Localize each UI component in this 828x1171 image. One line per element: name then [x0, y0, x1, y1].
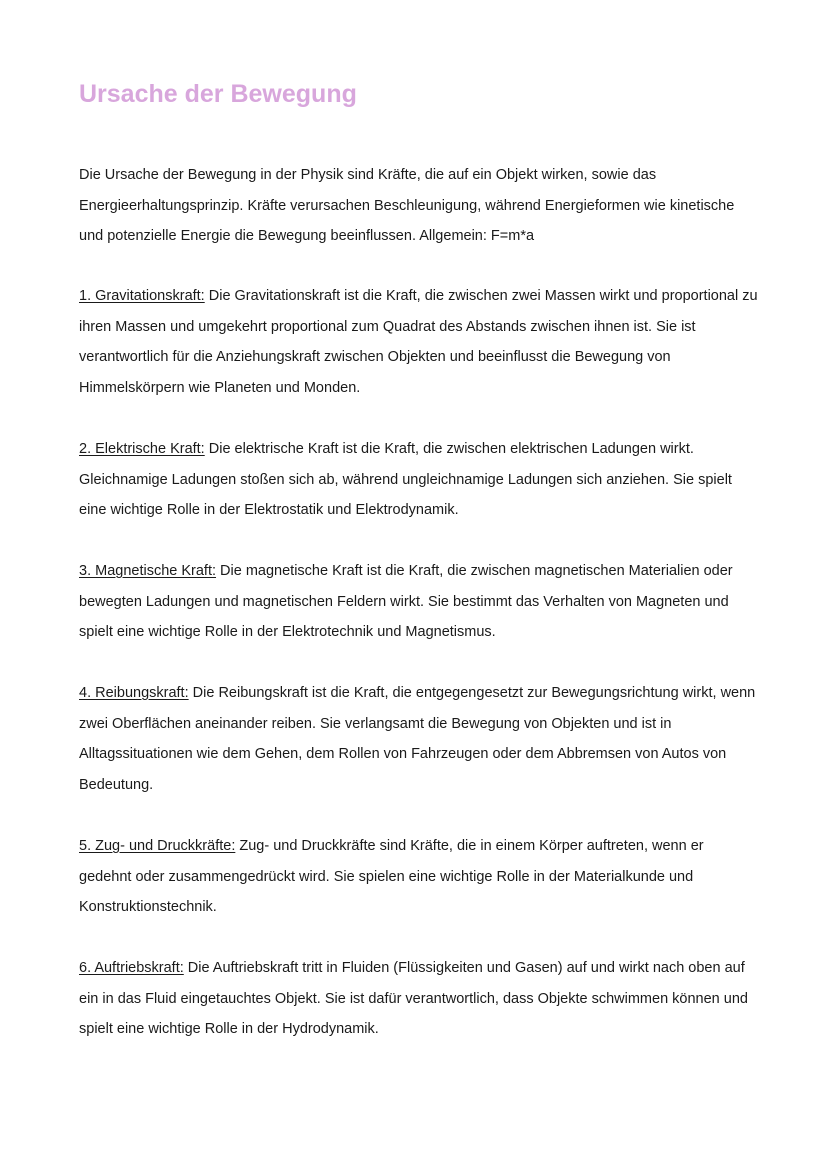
section-text: Zug- und Druckkräfte sind Kräfte, die in einem Körper auftreten, wenn er gedehnt oder zusammengedrückt wird. Sie spielen eine wichtige Rolle in der Materialkunde und Konstruktionstechnik.: [79, 838, 704, 916]
section-text: Die magnetische Kraft ist die Kraft, die zwischen magnetischen Materialien oder bewegten Ladungen und magnetischen Feldern wirkt. Sie bestimmt das Verhalten von Magneten und spielt eine wichtige Rolle in der Elektrotechnik und Magnetismus.: [79, 563, 733, 641]
page-title: Ursache der Bewegung: [79, 80, 357, 108]
section-text: Die Auftriebskraft tritt in Fluiden (Flüssigkeiten und Gasen) auf und wirkt nach oben auf ein in das Fluid eingetauchtes Objekt. Sie ist dafür verantwortlich, dass Objekte schwimmen können und spielt eine wichtige Rolle in der Hydrodynamik.: [79, 960, 748, 1038]
section-label: 1. Gravitationskraft:: [79, 288, 205, 304]
section-text: Die elektrische Kraft ist die Kraft, die zwischen elektrischen Ladungen wirkt. Gleichnamige Ladungen stoßen sich ab, während ungleichnamige Ladungen sich anziehen. Sie spielt eine wichtige Rolle in der Elektrostatik und Elektrodynamik.: [79, 441, 732, 519]
section-elektrische-kraft: [79, 434, 759, 526]
section-label: 2. Elektrische Kraft:: [79, 441, 205, 457]
section-gravitationskraft: [79, 281, 759, 403]
section-label: 5. Zug- und Druckkräfte:: [79, 838, 236, 854]
section-text: Die Gravitationskraft ist die Kraft, die zwischen zwei Massen wirkt und proportional zu ihren Massen und umgekehrt proportional zum Quadrat des Abstands zwischen ihnen ist. Sie ist verantwortlich für die Anziehungskraft zwischen Objekten und beeinflusst die Bewegung von Himmelskörpern wie Planeten und Monden.: [79, 288, 758, 396]
section-zug-und-druckkraefte: [79, 831, 759, 923]
section-label: 6. Auftriebskraft:: [79, 960, 184, 976]
intro-paragraph: Die Ursache der Bewegung in der Physik sind Kräfte, die auf ein Objekt wirken, sowie das Energieerhaltungsprinzip. Kräfte verursachen Beschleunigung, während Energieformen wie kinetische und potenzielle Energie die Bewegung beeinflussen. Allgemein: F=m*a: [79, 167, 735, 245]
section-reibungskraft: [79, 678, 759, 800]
section-auftriebskraft: [79, 953, 759, 1045]
section-text: Die Reibungskraft ist die Kraft, die entgegengesetzt zur Bewegungsrichtung wirkt, wenn zwei Oberflächen aneinander reiben. Sie verlangsamt die Bewegung von Objekten und ist in Alltagssituationen wie dem Gehen, dem Rollen von Fahrzeugen oder dem Abbremsen von Autos von Bedeutung.: [79, 685, 756, 793]
section-label: 4. Reibungskraft:: [79, 685, 189, 701]
section-label: 3. Magnetische Kraft:: [79, 563, 217, 579]
section-magnetische-kraft: [79, 556, 759, 648]
